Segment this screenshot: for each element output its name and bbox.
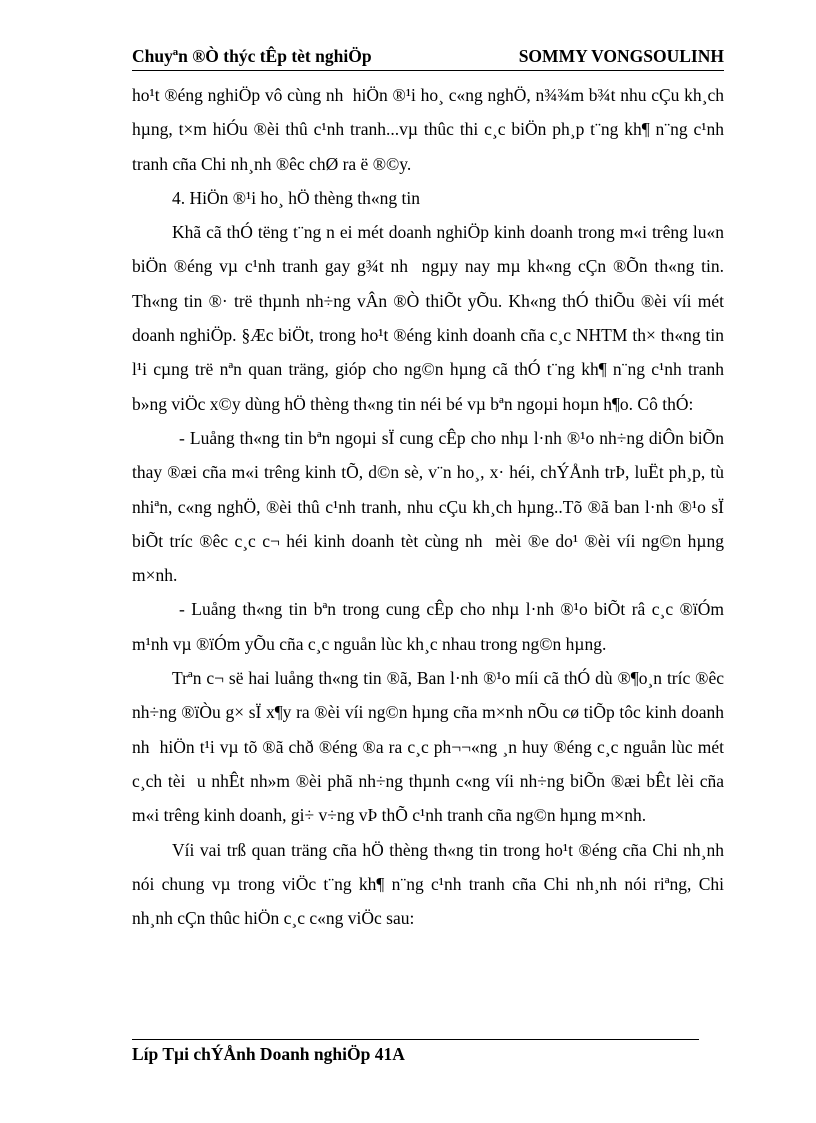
- page-footer: Líp Tµi chÝÅnh Doanh nghiÖp 41A: [132, 1044, 405, 1064]
- document-title: Chuyªn ®Ò thýc tÊp tèt nghiÖp: [132, 46, 372, 66]
- bullet-paragraph: - Luång th«ng tin bªn trong cung cÊp cho nhµ l·nh ®¹o biÕt râ c¸c ®ïÓm m¹nh vµ ®ïÓm yÕu cña c¸c nguån lùc kh¸c nhau trong ng©n hµng.: [132, 599, 724, 654]
- document-body: [132, 78, 724, 935]
- section-heading: 4. HiÖn ®¹i ho¸ hÖ thèng th«ng tin: [172, 187, 420, 208]
- paragraph-continuation: ho¹t ®éng nghiÖp vô cùng nh hiÖn ®¹i ho¸ c«ng nghÖ, n¾¾m b¾t nhu cÇu kh¸ch hµng, t×m hiÓu ®èi thû c¹nh tranh...vµ thûc thi c¸c biÖn ph¸p t¨ng kh¶ n¨ng c¹nh tranh cña Chi nh¸nh ®êc chØ ra ë ®©y.: [132, 85, 724, 174]
- paragraph: Víi vai trß quan träng cña hÖ thèng th«ng tin trong ho¹t ®éng cña Chi nh¸nh nói chung vµ trong viÖc t¨ng kh¶ n¨ng c¹nh tranh cña Chi nh¸nh nói riªng, Chi nh¸nh cÇn thûc hiÖn c¸c c«ng viÖc sau:: [132, 839, 724, 929]
- footer-divider: [132, 1039, 699, 1040]
- author-name: SOMMY VONGSOULINH: [518, 46, 724, 66]
- paragraph: Trªn c¬ së hai luång th«ng tin ®ã, Ban l·nh ®¹o míi cã thÓ dù ®¶o¸n tríc ®êc nh÷ng ®ïÒu g× sÏ x¶y ra ®èi víi ng©n hµng cña m×nh nÕu cø tiÕp tôc kinh doanh nh hiÖn t¹i vµ tõ ®ã chð ®éng ®a ra c¸c ph¬¬«ng ¸n huy ®éng c¸c nguån lùc mét c¸ch tèi u nhÊt nh»m ®èi phã nh÷ng thµnh c«ng víi nh÷ng biÕn ®æi bÊt lèi cña m«i trêng kinh doanh, gi÷ v÷ng vÞ thÕ c¹nh tranh cña ng©n hµng m×nh.: [132, 668, 724, 826]
- paragraph: Khã cã thÓ tëng t¨ng n ei mét doanh nghiÖp kinh doanh trong m«i trêng lu«n biÖn ®éng vµ c¹nh tranh gay g¾t nh ngµy nay mµ kh«ng cÇn ®Õn th«ng tin. Th«ng tin ®· trë thµnh nh÷ng vÂn ®Ò thiÕt yÕu. Kh«ng thÓ thiÕu ®èi víi mét doanh nghiÖp. §Æc biÖt, trong ho¹t ®éng kinh doanh cña c¸c NHTM th× th«ng tin l¹i cµng trë nªn quan träng, gióp cho ng©n hµng cã thÓ t¨ng kh¶ n¨ng c¹nh tranh b»ng viÖc x©y dùng hÖ thèng th«ng tin néi bé vµ bªn ngoµi hoµn h¶o. Cô thÓ:: [132, 222, 724, 414]
- bullet-paragraph: - Luång th«ng tin bªn ngoµi sÏ cung cÊp cho nhµ l·nh ®¹o nh÷ng diÔn biÕn thay ®æi cña m«i trêng kinh tÕ, d©n sè, v¨n ho¸, x· héi, chÝÅnh trÞ, luËt ph¸p, tù nhiªn, c«ng nghÖ, ®èi thû c¹nh tranh, nhu cÇu kh¸ch hµng..Tõ ®ã ban l·nh ®¹o sÏ biÕt tríc ®êc c¸c c¬ héi kinh doanh tèt cùng nh mèi ®e do¹ ®èi víi ng©n hµng m×nh.: [132, 427, 724, 586]
- page-header: [132, 44, 724, 71]
